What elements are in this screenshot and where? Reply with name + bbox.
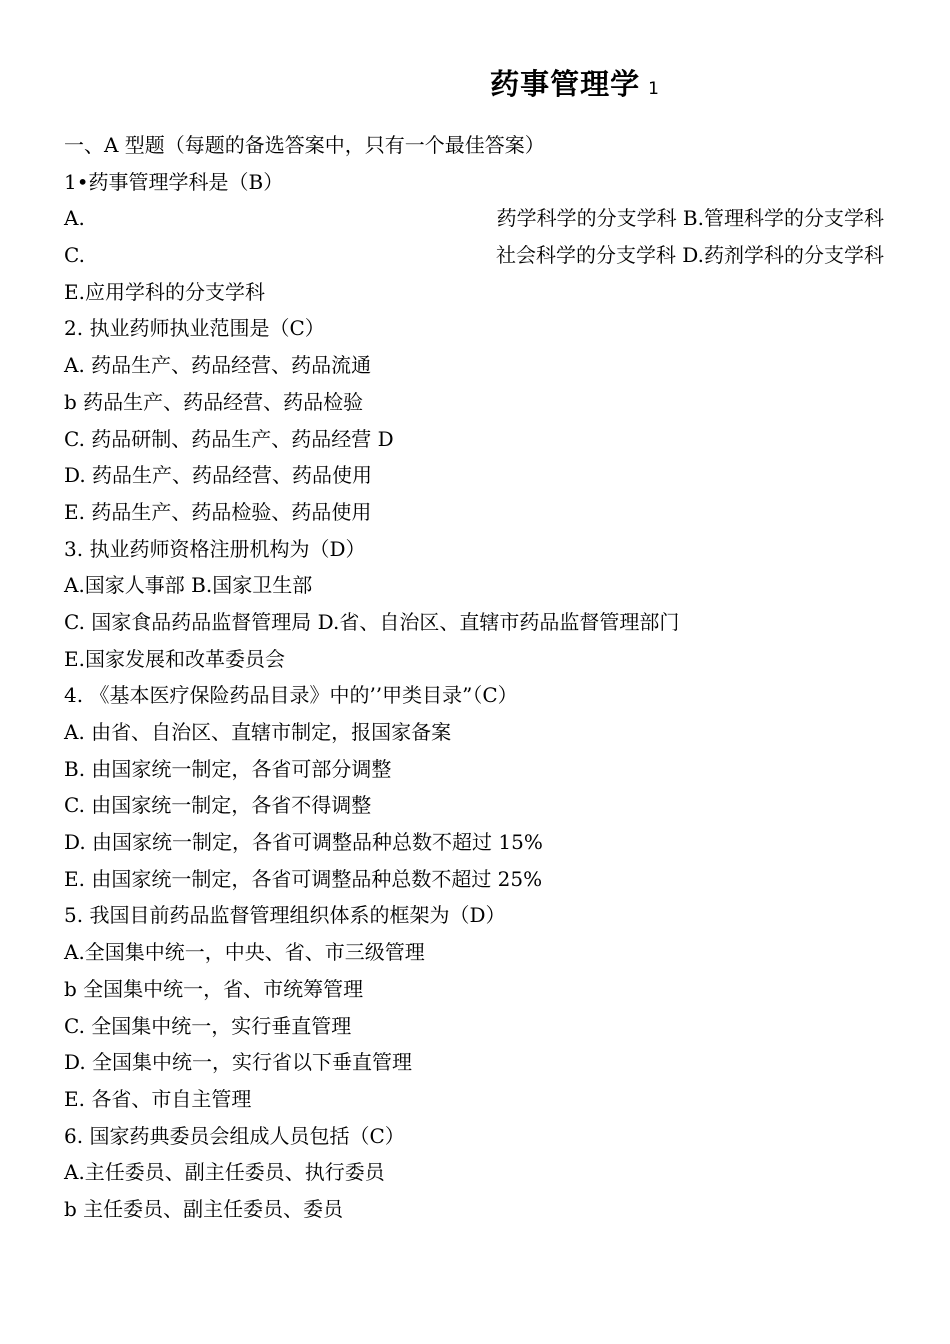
text-line: A.全国集中统一，中央、省、市三级管理 — [64, 940, 425, 965]
text-line: A. 药品生产、药品经营、药品流通 — [64, 353, 372, 378]
title-text: 药事管理学 — [490, 67, 641, 101]
text-line: C. 药品研制、药品生产、药品经营 D — [64, 426, 394, 451]
text-line: A.主任委员、副主任委员、执行委员 — [64, 1160, 385, 1185]
text-line: E. 各省、市自主管理 — [64, 1086, 252, 1111]
option-text: 药学科学的分支学科 B.管理科学的分支学科 — [496, 206, 884, 231]
page-number: 1 — [648, 79, 660, 99]
text-line: D. 由国家统一制定，各省可调整品种总数不超过 15% — [64, 830, 543, 855]
text-line: C. 国家食品药品监督管理局 D.省、自治区、直辖市药品监督管理部门 — [64, 609, 680, 634]
text-line: 6. 国家药典委员会组成人员包括（C） — [64, 1123, 405, 1148]
document-body — [64, 127, 884, 1228]
text-line: D. 全国集中统一，实行省以下垂直管理 — [64, 1050, 413, 1075]
text-line: A.国家人事部 B.国家卫生部 — [64, 573, 313, 598]
text-line: D. 药品生产、药品经营、药品使用 — [64, 463, 373, 488]
text-line: 5. 我国目前药品监督管理组织体系的框架为（D） — [64, 903, 506, 928]
text-line: 一、A 型题（每题的备选答案中，只有一个最佳答案） — [64, 133, 545, 157]
text-line: C. 全国集中统一，实行垂直管理 — [64, 1013, 352, 1038]
text-line — [64, 200, 884, 237]
text-line: 1•药事管理学科是（B） — [64, 169, 284, 194]
text-line: E. 药品生产、药品检验、药品使用 — [64, 499, 372, 524]
text-line — [64, 237, 884, 274]
text-line: B. 由国家统一制定，各省可部分调整 — [64, 756, 392, 781]
text-line: E.应用学科的分支学科 — [64, 279, 265, 304]
option-text: 社会科学的分支学科 D.药剂学科的分支学科 — [495, 243, 884, 268]
text-line: E.国家发展和改革委员会 — [64, 646, 285, 671]
text-line: C. 由国家统一制定，各省不得调整 — [64, 793, 372, 818]
text-line: b 药品生产、药品经营、药品检验 — [64, 389, 364, 414]
text-line: A. 由省、自治区、直辖市制定，报国家备案 — [64, 720, 452, 744]
text-line: 4. 《基本医疗保险药品目录》中的’’甲类目录”（C） — [64, 683, 518, 708]
text-line: 2. 执业药师执业范围是（C） — [64, 316, 325, 341]
option-label: A. — [64, 206, 85, 231]
text-line: b 全国集中统一，省、市统筹管理 — [64, 976, 364, 1001]
page-title — [0, 62, 950, 103]
option-label: C. — [64, 243, 85, 268]
text-line: b 主任委员、副主任委员、委员 — [64, 1196, 344, 1221]
text-line: 3. 执业药师资格注册机构为（D） — [64, 536, 366, 561]
text-line: E. 由国家统一制定，各省可调整品种总数不超过 25% — [64, 866, 543, 891]
